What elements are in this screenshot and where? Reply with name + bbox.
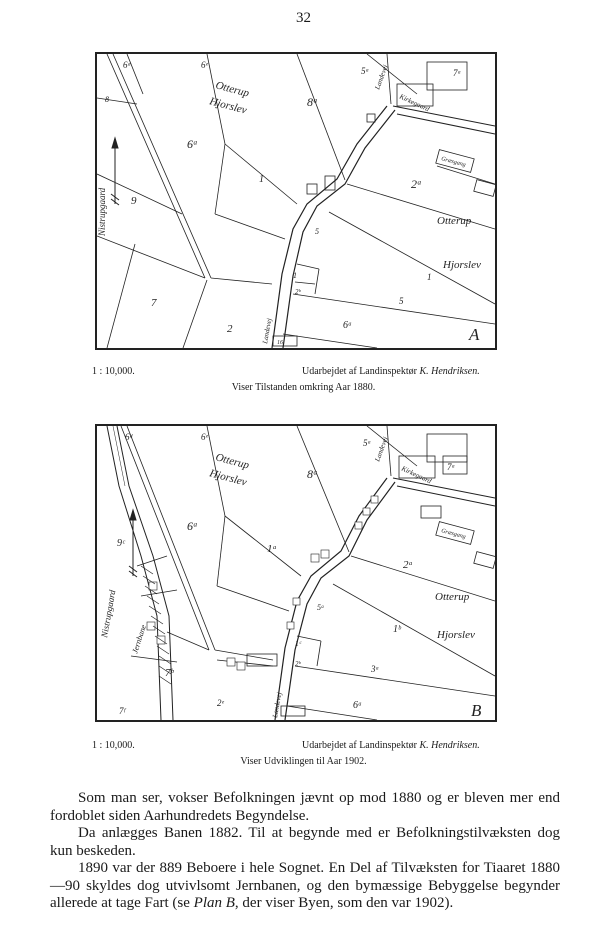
map-letter: B <box>471 701 482 720</box>
map-label: 2 <box>227 323 233 335</box>
map-label: Otterup <box>435 591 470 603</box>
map-label: 7ᵃ <box>447 462 456 472</box>
map-label: 1ᶜ <box>295 639 302 648</box>
boundary-line <box>113 54 211 278</box>
map-line <box>107 426 161 720</box>
map-label: Otterup <box>214 79 251 100</box>
map-label: Hjorslev <box>443 259 481 271</box>
map-label: 2ᵃ <box>411 177 422 191</box>
map-label: 2ᵇ <box>295 660 301 668</box>
map-line <box>215 214 285 239</box>
map-line <box>437 166 495 184</box>
map-label: 6ᵈ <box>125 432 133 442</box>
map-line <box>217 586 289 611</box>
map-label: 2ᵃ <box>403 559 413 571</box>
scale-label: 1 : 10,000. <box>92 366 135 377</box>
map-label: 7ᵇ <box>165 667 174 679</box>
map-line <box>474 180 495 197</box>
map-label: Nistrupgaard <box>99 589 118 639</box>
map-a-drawing <box>97 54 495 348</box>
map-line <box>112 138 118 148</box>
map-line <box>293 294 495 324</box>
map-letter: A <box>469 325 480 344</box>
map-label: Hjorslev <box>208 467 248 489</box>
map-line <box>285 482 395 720</box>
map-line <box>97 98 137 104</box>
map-label: 6ᵃ <box>343 320 352 331</box>
map-label: 1 <box>427 272 432 282</box>
map-label: 7 <box>151 297 157 309</box>
map-line <box>351 556 495 601</box>
paragraph: Da anlægges Banen 1882. Til at begynde med er Befolkningstilvæksten dog kun beskeden. <box>50 825 560 859</box>
map-line <box>141 590 177 596</box>
map-line <box>287 706 377 720</box>
map-label: 3ᵃ <box>371 664 380 674</box>
map-line <box>215 650 273 660</box>
map-line <box>387 54 391 104</box>
map-label: 1 <box>259 174 264 185</box>
map-line <box>295 666 495 696</box>
map-line <box>97 174 182 214</box>
credit-label: Udarbejdet af Landinspektør K. Hendriksen. <box>302 740 480 751</box>
map-line <box>297 426 349 552</box>
map-label: 7ᵃ <box>453 68 462 78</box>
map-line <box>397 114 495 134</box>
map-line <box>355 522 362 529</box>
map-label: Otterup <box>437 215 472 227</box>
map-b-drawing <box>97 426 495 720</box>
map-label: Kirkegaard <box>400 464 433 486</box>
map-label: 1ᵇ <box>393 624 401 635</box>
map-label: 6ᵉ <box>201 60 208 70</box>
map-label: Landevej <box>373 63 390 91</box>
map-label: 7ᶠ <box>119 706 126 716</box>
map-line <box>397 486 495 506</box>
label: 6ᵈ <box>123 60 131 70</box>
map-label: Landevej <box>261 317 274 345</box>
map-line <box>215 144 225 214</box>
map-line <box>363 508 370 515</box>
map-a <box>95 52 497 350</box>
map-label: 1ᵃ <box>267 543 277 555</box>
map-label: Hjorslev <box>437 629 475 641</box>
map-label: 6ᵉ <box>201 432 208 442</box>
map-label: 6ᵃ <box>353 700 362 711</box>
map-line <box>130 510 136 520</box>
map-line <box>281 706 305 716</box>
map-line <box>421 506 441 518</box>
map-line <box>311 554 319 562</box>
map-label: 5ᵃ <box>361 66 370 76</box>
map-label: 5 <box>399 296 404 306</box>
map-label: 9 <box>131 195 137 207</box>
map-label: Hjorslev <box>208 95 248 117</box>
map-line <box>387 426 391 476</box>
map-label: 9ᶜ <box>117 538 125 549</box>
map-line <box>297 264 319 269</box>
map-line <box>283 110 395 348</box>
map-line <box>297 54 345 180</box>
map-label: Jernbane <box>130 623 149 655</box>
map-label: Græsgang <box>440 156 467 169</box>
map-line <box>427 434 467 462</box>
map-label: 16 <box>277 340 283 346</box>
map-line <box>127 426 215 650</box>
map-line <box>227 658 235 666</box>
map-label: Kirkegaard <box>398 92 431 114</box>
map-line <box>211 278 272 284</box>
map-line <box>307 184 317 194</box>
map-line <box>293 598 300 605</box>
map-line <box>317 641 321 666</box>
map-line <box>287 622 294 629</box>
map-line <box>371 496 378 503</box>
map-label: Landevej <box>373 435 390 463</box>
map-line <box>321 550 329 558</box>
map-line <box>121 426 209 650</box>
map-line <box>183 280 207 348</box>
map-label: 5ᵃ <box>363 438 372 448</box>
scale-label: 1 : 10,000. <box>92 740 135 751</box>
map-line <box>367 114 375 122</box>
north-arrow-icon <box>129 510 137 577</box>
map-label: 2ᵇ <box>295 288 301 296</box>
credit-label: Udarbejdet af Landinspektør K. Hendriksen. <box>302 366 480 377</box>
map-line <box>315 269 319 294</box>
map-line <box>217 516 225 586</box>
map-line <box>147 622 155 630</box>
body-text <box>50 790 560 913</box>
map-a-description: Viser Tilstanden omkring Aar 1880. <box>231 382 376 393</box>
map-label: Nistrupgaard <box>97 187 107 236</box>
map-label: 5ᵃ <box>317 603 325 612</box>
paragraph: 1890 var der 889 Beboere i hele Sognet. En Del af Tilvæksten for Tiaaret 1880—90 skyldes dog utvivlsomt Jernbanen, og den bymæssige Bebyggelse begynder allerede at tage Fart (se Plan B, der viser Byen, som den var 1902). <box>50 860 560 911</box>
map-line <box>107 244 135 348</box>
north-arrow-icon <box>111 138 119 205</box>
paragraph: Som man ser, vokser Befolkningen jævnt op mod 1880 og er bleven mer end fordoblet siden Aarhundredets Begyndelse. <box>50 790 560 824</box>
map-label: 8 <box>105 95 109 104</box>
map-label: 8ᵃ <box>307 467 318 481</box>
boundary-line <box>107 54 205 278</box>
map-label: 1 <box>293 271 297 280</box>
map-label: 8ᵃ <box>307 95 318 109</box>
map-label: Græsgang <box>440 528 467 541</box>
map-line <box>149 582 157 590</box>
map-label: 6ᵃ <box>187 519 198 533</box>
map-line <box>474 552 495 569</box>
page-number: 32 <box>296 10 311 26</box>
map-line <box>97 236 205 278</box>
map-line <box>295 282 315 284</box>
map-b-description: Viser Udviklingen til Aar 1902. <box>240 756 367 767</box>
map-line <box>141 566 153 574</box>
map-label: Otterup <box>214 451 251 472</box>
map-label: Landevej <box>271 691 284 719</box>
map-b <box>95 424 497 722</box>
map-line <box>237 662 245 670</box>
map-label: 2ᵉ <box>217 698 224 708</box>
map-line <box>225 516 301 576</box>
map-label: 6ᵃ <box>187 137 198 151</box>
map-label: 5 <box>315 227 319 236</box>
